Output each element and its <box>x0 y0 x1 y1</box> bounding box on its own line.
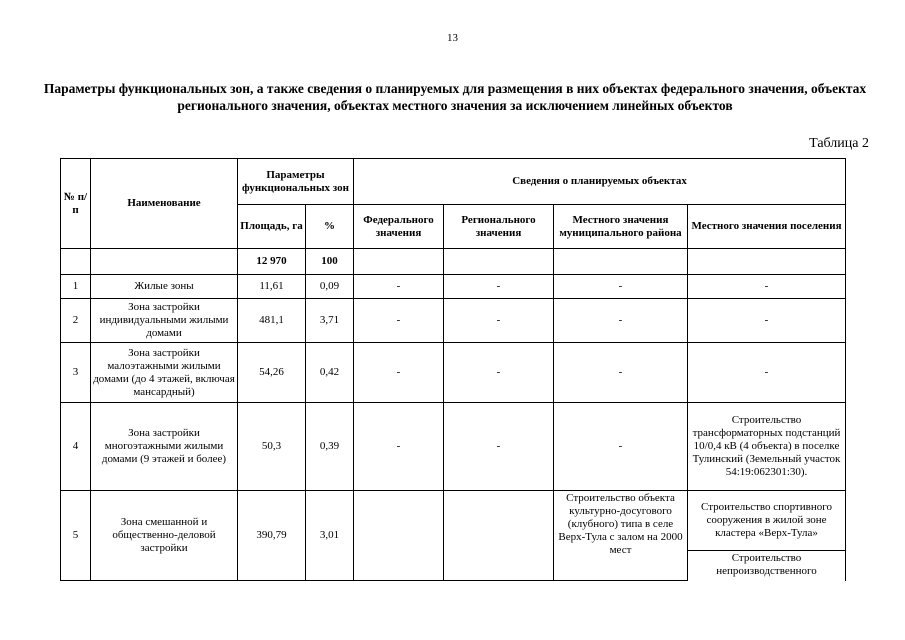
row-num: 3 <box>61 343 91 403</box>
row-local-settlement: - <box>688 343 846 403</box>
header-area: Площадь, га <box>238 205 306 249</box>
table-label: Таблица 2 <box>809 136 869 151</box>
totals-federal <box>354 249 444 275</box>
header-info: Сведения о планируемых объектах <box>354 159 846 205</box>
row-name: Зона застройки индивидуальными жилыми домами <box>91 299 238 343</box>
row-name: Зона застройки малоэтажными жилыми домами (до 4 этажей, включая мансардный) <box>91 343 238 403</box>
row-name: Жилые зоны <box>91 275 238 299</box>
header-name: Наименование <box>91 159 238 249</box>
row-local-settlement: Строительство спортивного сооружения в жилой зоне кластера «Верх-Тула» <box>688 491 846 551</box>
row-num: 4 <box>61 403 91 491</box>
row-percent: 3,71 <box>306 299 354 343</box>
row-percent: 0,42 <box>306 343 354 403</box>
row-local-district: - <box>554 299 688 343</box>
totals-regional <box>444 249 554 275</box>
row-local-settlement: - <box>688 299 846 343</box>
row-federal: - <box>354 343 444 403</box>
row-federal: - <box>354 299 444 343</box>
table-row <box>61 403 846 491</box>
row-area: 50,3 <box>238 403 306 491</box>
row-local-district: - <box>554 403 688 491</box>
row-name: Зона застройки многоэтажными жилыми домами (9 этажей и более) <box>91 403 238 491</box>
totals-num <box>61 249 91 275</box>
totals-local-district <box>554 249 688 275</box>
row-area: 11,61 <box>238 275 306 299</box>
totals-area: 12 970 <box>238 249 306 275</box>
table-row <box>61 343 846 403</box>
row-regional: - <box>444 275 554 299</box>
header-regional: Регионального значения <box>444 205 554 249</box>
header-local-settlement: Местного значения поселения <box>688 205 846 249</box>
header-percent: % <box>306 205 354 249</box>
row-local-district: - <box>554 275 688 299</box>
header-federal: Федерального значения <box>354 205 444 249</box>
row-num: 5 <box>61 491 91 581</box>
row-local-settlement: - <box>688 275 846 299</box>
row-percent: 0,39 <box>306 403 354 491</box>
table-row <box>61 275 846 299</box>
totals-name <box>91 249 238 275</box>
row-local-district: - <box>554 343 688 403</box>
row-num: 1 <box>61 275 91 299</box>
row-area: 54,26 <box>238 343 306 403</box>
row-local-settlement-continued: Строительство непроизводственного <box>688 551 846 581</box>
row-federal: - <box>354 403 444 491</box>
row-federal: - <box>354 275 444 299</box>
header-local-district: Местного значения муниципального района <box>554 205 688 249</box>
page-number: 13 <box>447 32 458 44</box>
row-regional: - <box>444 403 554 491</box>
row-area: 481,1 <box>238 299 306 343</box>
row-local-settlement: Строительство трансформаторных подстанций 10/0,4 кВ (4 объекта) в поселке Тулинский (Земельный участок 54:19:062301:30). <box>688 403 846 491</box>
table-row <box>61 299 846 343</box>
row-percent: 3,01 <box>306 491 354 581</box>
totals-local-settlement <box>688 249 846 275</box>
header-params: Параметры функциональных зон <box>238 159 354 205</box>
table-row <box>61 491 846 551</box>
row-regional: - <box>444 343 554 403</box>
row-regional: - <box>444 299 554 343</box>
row-num: 2 <box>61 299 91 343</box>
document-title: Параметры функциональных зон, а также сведения о планируемых для размещения в них объектах федерального значения, объектах регионального значения, объектах местного значения за исключением линейных объектов <box>43 81 867 113</box>
zones-table <box>60 158 846 581</box>
header-num: № п/п <box>61 159 91 249</box>
totals-percent: 100 <box>306 249 354 275</box>
row-name: Зона смешанной и общественно-деловой застройки <box>91 491 238 581</box>
row-area: 390,79 <box>238 491 306 581</box>
row-local-district: Строительство объекта культурно-досугового (клубного) типа в селе Верх-Тула с залом на 2000 мест <box>554 491 688 581</box>
row-percent: 0,09 <box>306 275 354 299</box>
row-federal <box>354 491 444 581</box>
row-regional <box>444 491 554 581</box>
